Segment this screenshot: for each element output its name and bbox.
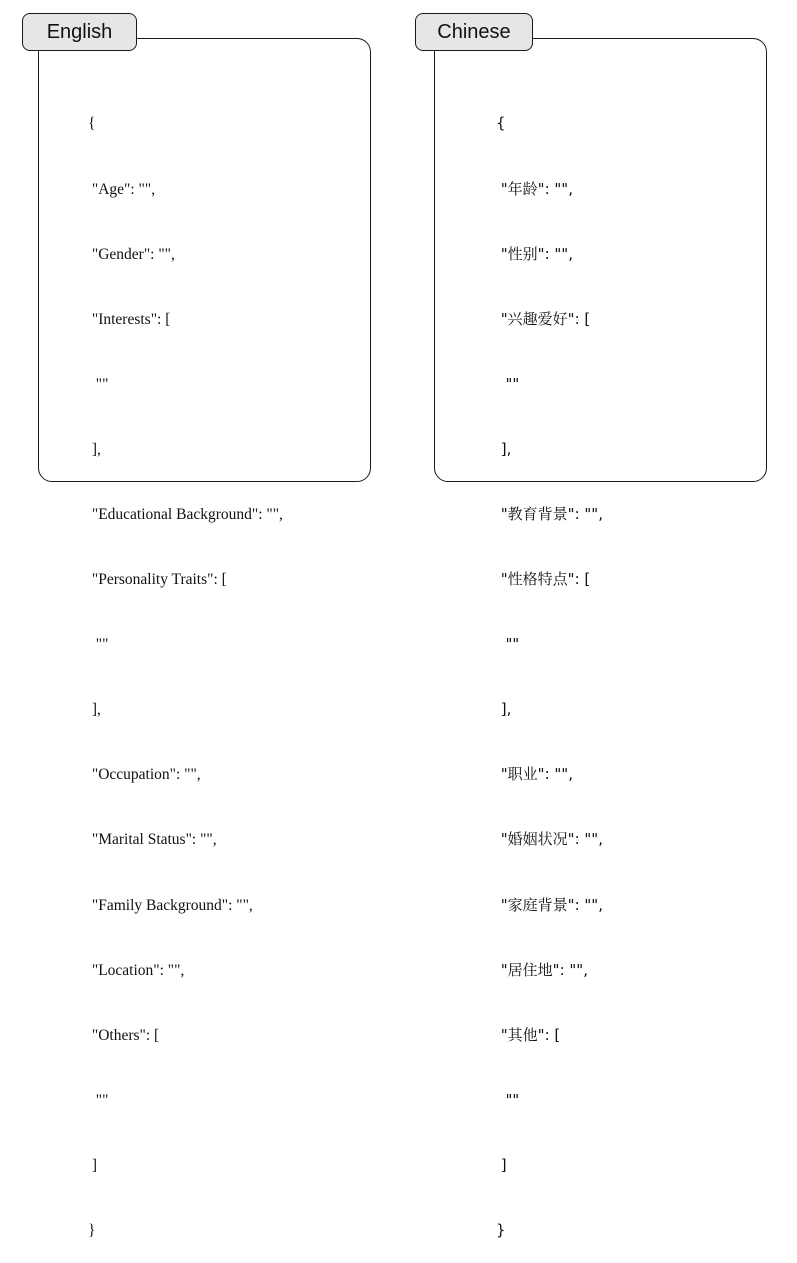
schema-line: "" <box>88 636 109 654</box>
schema-line: ], <box>496 439 512 458</box>
schema-line: "Educational Background": "", <box>88 505 283 523</box>
schema-line: "" <box>496 374 520 393</box>
schema-line: "Location": "", <box>88 961 185 979</box>
schema-line: "" <box>496 635 520 654</box>
schema-line: "其他": [ <box>496 1025 561 1044</box>
schema-line: "Interests": [ <box>88 310 171 328</box>
schema-line: } <box>496 1221 506 1239</box>
schema-line: "Gender": "", <box>88 245 175 263</box>
schema-line: ], <box>88 440 101 458</box>
schema-line: "Occupation": "", <box>88 766 201 784</box>
schema-line: "Age": "", <box>88 180 156 198</box>
schema-line: "Marital Status": "", <box>88 831 217 849</box>
schema-line: "" <box>496 1090 520 1109</box>
schema-line: ], <box>496 700 512 719</box>
schema-line: "年龄": "", <box>496 179 573 198</box>
schema-line: "Others": [ <box>88 1026 160 1044</box>
schema-line: "Personality Traits": [ <box>88 571 227 589</box>
schema-line: "" <box>88 1091 109 1109</box>
schema-line: "性格特点": [ <box>496 570 591 589</box>
chinese-schema-code <box>496 70 603 1263</box>
schema-line: "居住地": "", <box>496 960 588 979</box>
schema-line: ] <box>496 1155 507 1174</box>
schema-line: "家庭背景": "", <box>496 895 603 914</box>
schema-line: } <box>88 1222 96 1239</box>
schema-line: "兴趣爱好": [ <box>496 309 591 328</box>
schema-line: "职业": "", <box>496 765 573 784</box>
schema-line: "教育背景": "", <box>496 504 603 523</box>
english-schema-code <box>88 70 283 1263</box>
schema-line: ] <box>88 1156 98 1174</box>
schema-line: "性别": "", <box>496 244 573 263</box>
schema-line: { <box>88 115 96 133</box>
schema-line: "Family Background": "", <box>88 896 253 914</box>
chinese-panel-title: Chinese <box>415 13 533 51</box>
schema-line: "" <box>88 375 109 393</box>
schema-line: ], <box>88 701 101 719</box>
schema-line: { <box>496 114 506 133</box>
schema-line: "婚姻状况": "", <box>496 830 603 849</box>
english-panel-title: English <box>22 13 137 51</box>
